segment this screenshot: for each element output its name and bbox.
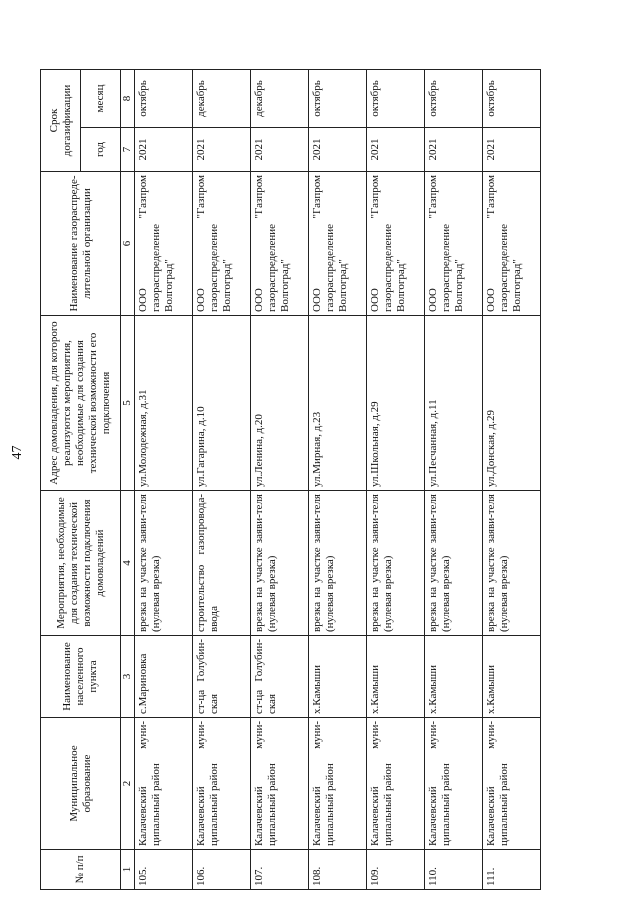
year-cell: 2021 xyxy=(193,128,251,172)
column-number: 3 xyxy=(121,636,135,718)
year-cell: 2021 xyxy=(367,128,425,172)
settlement-cell: ст-ца Голубин-ская xyxy=(193,636,251,718)
org-cell: ООО "Газпром газораспределение Волгоград" xyxy=(483,172,541,316)
address-cell: ул.Молодежная, д.31 xyxy=(135,316,193,491)
month-cell: декабрь xyxy=(193,70,251,128)
address-cell: ул.Донская, д.29 xyxy=(483,316,541,491)
month-cell: октябрь xyxy=(135,70,193,128)
row-number: 107. xyxy=(251,850,309,890)
month-cell: октябрь xyxy=(309,70,367,128)
org-cell: ООО "Газпром газораспределение Волгоград" xyxy=(135,172,193,316)
table-row xyxy=(309,70,367,890)
measure-cell: строительство газопровода-ввода xyxy=(193,491,251,636)
column-number: 7 xyxy=(121,128,135,172)
municipality-cell: Калачевский муни-ципальный район xyxy=(193,718,251,850)
measure-cell: врезка на участке заяви-теля (нулевая врезка) xyxy=(367,491,425,636)
address-cell: ул.Мирная, д.23 xyxy=(309,316,367,491)
gasification-table xyxy=(40,69,541,890)
year-cell: 2021 xyxy=(251,128,309,172)
row-number: 109. xyxy=(367,850,425,890)
header-measures: Мероприятия, необходимые для создания технической возможности подключения домовладений xyxy=(41,491,121,636)
column-number: 6 xyxy=(121,172,135,316)
org-cell: ООО "Газпром газораспределение Волгоград" xyxy=(367,172,425,316)
municipality-cell: Калачевский муни-ципальный район xyxy=(483,718,541,850)
month-cell: октябрь xyxy=(425,70,483,128)
column-number-row xyxy=(121,70,135,890)
page-number: 47 xyxy=(10,445,25,460)
row-number: 108. xyxy=(309,850,367,890)
table-row xyxy=(367,70,425,890)
settlement-cell: ст-ца Голубин-ская xyxy=(251,636,309,718)
org-cell: ООО "Газпром газораспределение Волгоград" xyxy=(425,172,483,316)
row-number: 110. xyxy=(425,850,483,890)
column-number: 4 xyxy=(121,491,135,636)
row-number: 105. xyxy=(135,850,193,890)
year-cell: 2021 xyxy=(483,128,541,172)
measure-cell: врезка на участке заяви-теля (нулевая врезка) xyxy=(251,491,309,636)
measure-cell: врезка на участке заяви-теля (нулевая врезка) xyxy=(483,491,541,636)
column-number: 2 xyxy=(121,718,135,850)
header-month: месяц xyxy=(81,70,121,128)
month-cell: декабрь xyxy=(251,70,309,128)
settlement-cell: х.Камыши xyxy=(425,636,483,718)
municipality-cell: Калачевский муни-ципальный район xyxy=(135,718,193,850)
address-cell: ул.Ленина, д.20 xyxy=(251,316,309,491)
settlement-cell: х.Камыши xyxy=(483,636,541,718)
settlement-cell: с.Мариновка xyxy=(135,636,193,718)
header-year: год xyxy=(81,128,121,172)
column-number: 8 xyxy=(121,70,135,128)
header-num: № п/п xyxy=(41,850,121,890)
column-number: 5 xyxy=(121,316,135,491)
table-row xyxy=(193,70,251,890)
org-cell: ООО "Газпром газораспределение Волгоград" xyxy=(309,172,367,316)
year-cell: 2021 xyxy=(135,128,193,172)
month-cell: октябрь xyxy=(367,70,425,128)
address-cell: ул.Гагарина, д.10 xyxy=(193,316,251,491)
table-row xyxy=(251,70,309,890)
header-address: Адрес домовладения, для которого реализуются мероприятия, необходимые для создания технической возможности его подключения xyxy=(41,316,121,491)
settlement-cell: х.Камыши xyxy=(367,636,425,718)
header-deadline: Срок догазификации xyxy=(41,70,81,172)
municipality-cell: Калачевский муни-ципальный район xyxy=(367,718,425,850)
table-row xyxy=(425,70,483,890)
row-number: 106. xyxy=(193,850,251,890)
month-cell: октябрь xyxy=(483,70,541,128)
org-cell: ООО "Газпром газораспределение Волгоград" xyxy=(193,172,251,316)
header-municipality: Муниципальное образование xyxy=(41,718,121,850)
address-cell: ул.Песчанная, д.11 xyxy=(425,316,483,491)
row-number: 111. xyxy=(483,850,541,890)
table-row xyxy=(483,70,541,890)
measure-cell: врезка на участке заяви-теля (нулевая врезка) xyxy=(309,491,367,636)
municipality-cell: Калачевский муни-ципальный район xyxy=(309,718,367,850)
municipality-cell: Калачевский муни-ципальный район xyxy=(425,718,483,850)
measure-cell: врезка на участке заяви-теля (нулевая врезка) xyxy=(135,491,193,636)
org-cell: ООО "Газпром газораспределение Волгоград" xyxy=(251,172,309,316)
address-cell: ул.Школьная, д.29 xyxy=(367,316,425,491)
measure-cell: врезка на участке заяви-теля (нулевая врезка) xyxy=(425,491,483,636)
settlement-cell: х.Камыши xyxy=(309,636,367,718)
header-settlement: Наименование населенного пункта xyxy=(41,636,121,718)
table-row xyxy=(135,70,193,890)
header-org: Наименование газораспреде-лительной организации xyxy=(41,172,121,316)
year-cell: 2021 xyxy=(425,128,483,172)
column-number: 1 xyxy=(121,850,135,890)
year-cell: 2021 xyxy=(309,128,367,172)
municipality-cell: Калачевский муни-ципальный район xyxy=(251,718,309,850)
